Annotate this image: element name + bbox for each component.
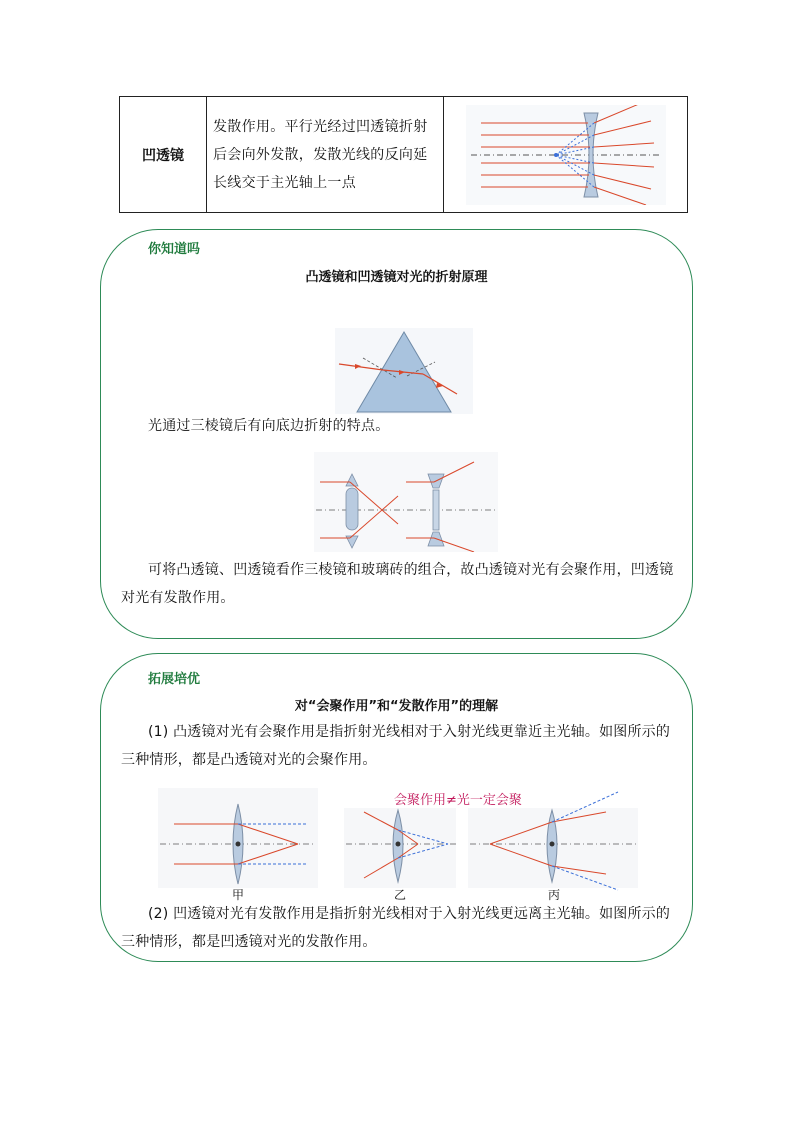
lens-table — [119, 96, 688, 213]
figure-caption: 会聚作用≠光一定会聚 — [394, 793, 522, 808]
lens-description-cell: 发散作用。平行光经过凹透镜折射后会向外发散，发散光线的反向延长线交于主光轴上一点 — [207, 97, 444, 213]
box-label: 拓展培优 — [148, 672, 201, 687]
combination-paragraph: 可将凸透镜、凹透镜看作三棱镜和玻璃砖的组合，故凸透镜对光有会聚作用，凹透镜对光有发散作用。 — [121, 562, 674, 606]
box-title: 凸透镜和凹透镜对光的折射原理 — [305, 270, 488, 285]
panel-label-yi: 乙 — [394, 888, 407, 902]
panel-label-jia: 甲 — [232, 888, 245, 902]
lens-prism-combination-diagram — [314, 452, 498, 552]
lens-name-cell: 凹透镜 — [120, 97, 207, 213]
panel-label-bing: 丙 — [548, 888, 561, 902]
prism-paragraph: 光通过三棱镜后有向底边折射的特点。 — [148, 418, 390, 434]
diverging-paragraph: (2) 凹透镜对光有发散作用是指折射光线相对于入射光线更远离主光轴。如图所示的三种情形，都是凹透镜对光的发散作用。 — [121, 906, 671, 950]
concave-lens-figure-cell — [444, 97, 688, 213]
prism-diagram — [335, 328, 473, 414]
box-label: 你知道吗 — [148, 242, 201, 257]
converging-cases-diagram — [156, 782, 641, 902]
box-title: 对“会聚作用”和“发散作用”的理解 — [294, 699, 499, 714]
did-you-know-box — [100, 229, 693, 639]
table-row — [120, 97, 688, 213]
extension-box — [100, 653, 693, 962]
converging-paragraph: (1) 凸透镜对光有会聚作用是指折射光线相对于入射光线更靠近主光轴。如图所示的三种情形，都是凸透镜对光的会聚作用。 — [121, 724, 671, 768]
concave-lens-diagram — [466, 105, 666, 205]
